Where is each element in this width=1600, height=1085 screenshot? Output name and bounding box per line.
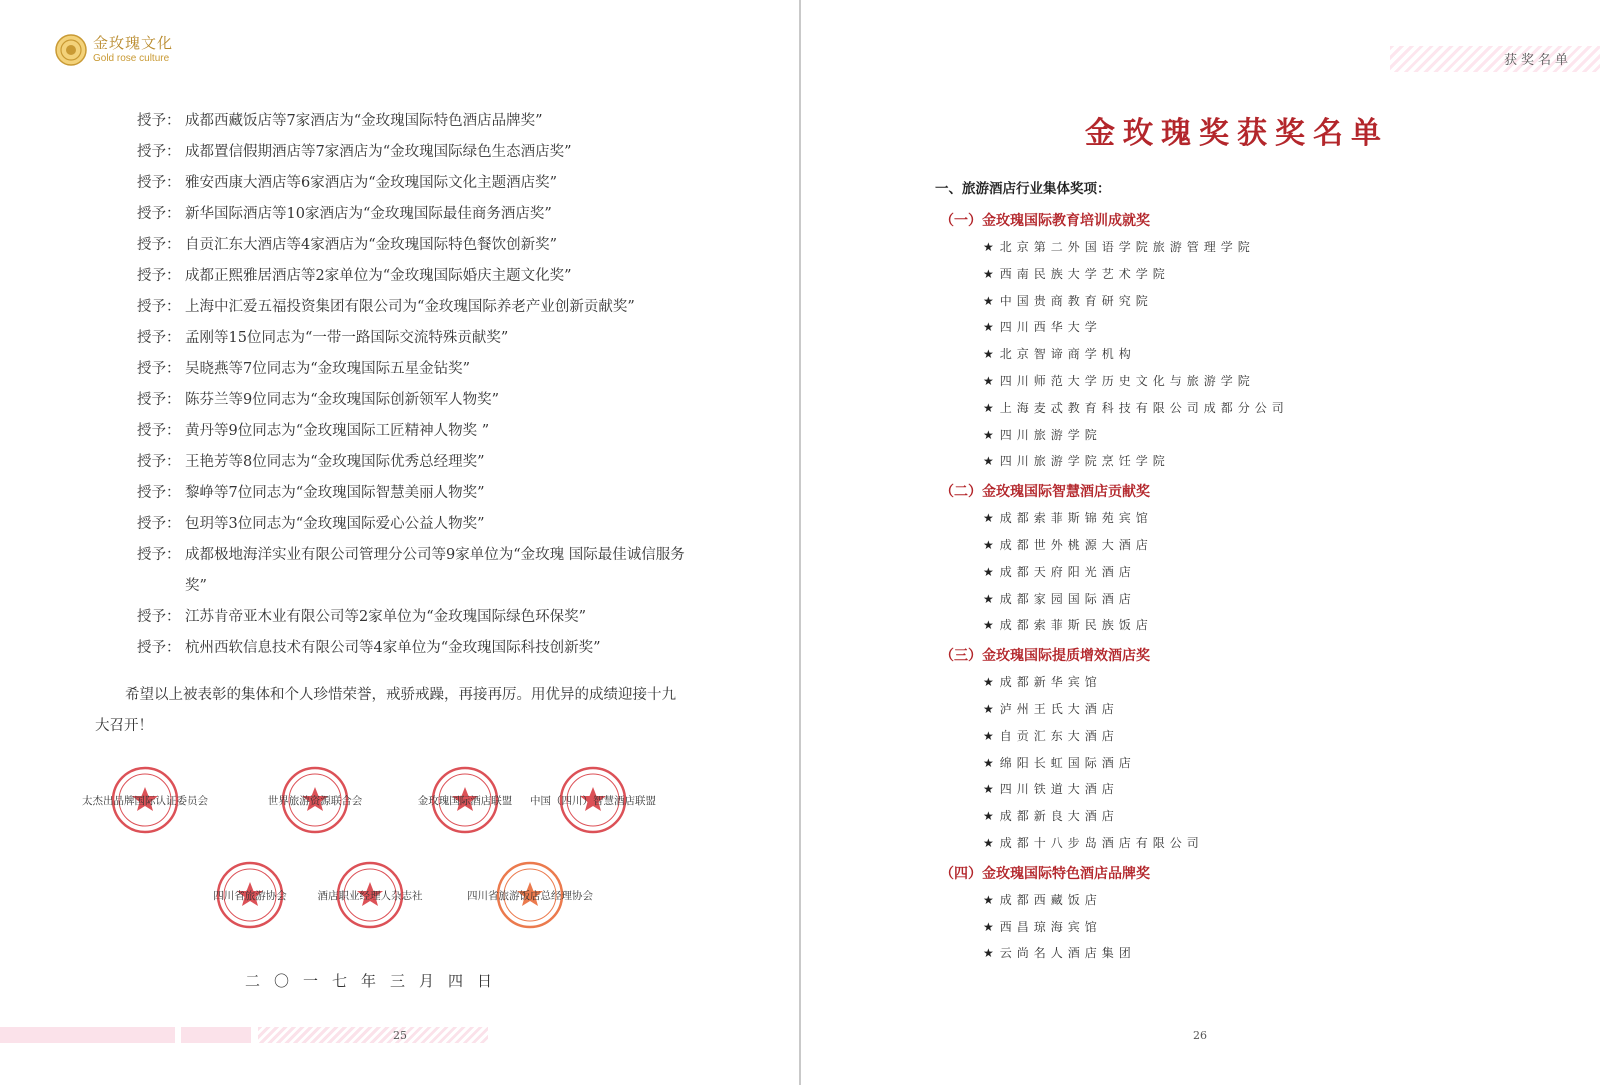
star-icon: ★ (983, 919, 994, 934)
award-text: 吴晓燕等7位同志为“金玫瑰国际五星金钻奖” (185, 361, 471, 377)
list-item-text: 成都世外桃源大酒店 (999, 538, 1153, 552)
list-item (983, 399, 1289, 416)
award-line (137, 478, 697, 509)
star-icon: ★ (983, 400, 994, 415)
star-icon: ★ (983, 892, 994, 907)
section-title: 一、旅游酒店行业集体奖项： (935, 181, 1111, 197)
list-item (983, 780, 1119, 797)
logo-name-cn: 金玫瑰文化 (93, 34, 174, 52)
award-prefix: 授予： (137, 299, 181, 315)
logo (55, 34, 173, 66)
page-title: 金玫瑰奖获奖名单 (1085, 116, 1389, 151)
award-text: 杭州西软信息技术有限公司等4家单位为“金玫瑰国际科技创新奖” (185, 640, 601, 656)
list-item-text: 西昌琼海宾馆 (999, 919, 1102, 934)
list-item (983, 590, 1136, 607)
star-icon: ★ (983, 427, 994, 442)
award-prefix: 授予： (137, 609, 181, 625)
list-item-text: 成都天府阳光酒店 (999, 564, 1136, 579)
star-icon: ★ (983, 755, 994, 770)
list-item (983, 318, 1102, 335)
seal-label: 太杰出品牌国际认证委员会 (82, 794, 208, 807)
star-icon: ★ (983, 454, 994, 469)
star-icon: ★ (983, 266, 994, 281)
list-item (983, 452, 1170, 469)
award-text: 成都极地海洋实业有限公司管理分公司等9家单位为“金玫瑰 国际最佳诚信服务奖” (185, 547, 685, 594)
rose-emblem-icon (55, 34, 87, 66)
footer-bar (258, 1027, 488, 1043)
award-line (137, 602, 697, 633)
list-item (983, 673, 1102, 690)
award-line (137, 416, 697, 447)
award-line (137, 633, 697, 664)
award-text: 黄丹等9位同志为“金玫瑰国际工匠精神人物奖 ” (185, 423, 490, 439)
seal (70, 765, 220, 835)
seal (185, 860, 315, 930)
list-item-text: 成都家园国际酒店 (999, 591, 1136, 606)
seal (240, 765, 390, 835)
list-item-text: 绵阳长虹国际酒店 (999, 755, 1136, 770)
list-item-text: 北京第二外国语学院旅游管理学院 (999, 240, 1255, 254)
award-text: 陈芬兰等9位同志为“金玫瑰国际创新领军人物奖” (185, 392, 500, 408)
award-text: 王艳芳等8位同志为“金玫瑰国际优秀总经理奖” (185, 454, 485, 470)
award-text: 雅安西康大酒店等6家酒店为“金玫瑰国际文化主题酒店奖” (185, 175, 558, 191)
award-line (137, 199, 697, 230)
footer-bar (0, 1027, 175, 1043)
list-item (983, 944, 1136, 961)
list-item-text: 成都十八步岛酒店有限公司 (999, 836, 1204, 850)
award-line (137, 323, 697, 354)
list-item (983, 292, 1153, 309)
star-icon: ★ (983, 293, 994, 308)
star-icon: ★ (983, 728, 994, 743)
award-prefix: 授予： (137, 268, 181, 284)
award-text: 上海中汇爱五福投资集团有限公司为“金玫瑰国际养老产业创新贡献奖” (185, 299, 635, 315)
seal-label: 金玫瑰国际酒店联盟 (417, 794, 513, 807)
seal (305, 860, 435, 930)
star-icon: ★ (983, 538, 994, 552)
award-line (137, 292, 697, 323)
star-icon: ★ (983, 675, 994, 690)
list-item (983, 426, 1102, 443)
list-item (983, 807, 1119, 824)
award-prefix: 授予： (137, 113, 181, 129)
award-line (137, 137, 697, 168)
award-line (137, 540, 697, 602)
star-icon: ★ (983, 347, 994, 362)
list-item (983, 834, 1204, 851)
list-item (983, 891, 1102, 908)
award-text: 新华国际酒店等10家酒店为“金玫瑰国际最佳商务酒店奖” (185, 206, 552, 222)
star-icon: ★ (983, 591, 994, 606)
page-number: 26 (1193, 1029, 1207, 1042)
award-prefix: 授予： (137, 516, 181, 532)
award-prefix: 授予： (137, 237, 181, 253)
star-icon: ★ (983, 809, 994, 824)
page-number: 25 (393, 1029, 407, 1042)
list-item (983, 238, 1255, 255)
seal-label: 四川省旅游饭店总经理协会 (467, 889, 593, 902)
list-item (983, 509, 1153, 526)
award-prefix: 授予： (137, 144, 181, 160)
list-item (983, 700, 1119, 717)
list-item (983, 616, 1153, 633)
star-icon: ★ (983, 946, 994, 961)
list-item-text: 北京智谛商学机构 (999, 347, 1136, 362)
award-line (137, 106, 697, 137)
star-icon: ★ (983, 240, 994, 254)
award-line (137, 385, 697, 416)
seal-label: 酒店职业经理人杂志社 (317, 889, 423, 902)
award-line (137, 168, 697, 199)
list-item-text: 四川师范大学历史文化与旅游学院 (999, 374, 1255, 388)
closing-paragraph: 希望以上被表彰的集体和个人珍惜荣誉，戒骄戒躁，再接再厉。用优异的成绩迎接十九大召开！ (95, 687, 676, 734)
list-item-text: 成都西藏饭店 (999, 892, 1102, 907)
list-item-text: 中国贵商教育研究院 (999, 293, 1153, 308)
category-title: （三）金玫瑰国际提质增效酒店奖 (940, 648, 1150, 665)
star-icon: ★ (983, 564, 994, 579)
award-text: 江苏肯帝亚木业有限公司等2家单位为“金玫瑰国际绿色环保奖” (185, 609, 587, 625)
list-item-text: 成都新良大酒店 (999, 809, 1119, 824)
category-title: （一）金玫瑰国际教育培训成就奖 (940, 213, 1150, 229)
seal-label: 四川省旅游协会 (213, 889, 287, 902)
list-item-text: 云尚名人酒店集团 (999, 946, 1136, 961)
star-icon: ★ (983, 782, 994, 797)
award-prefix: 授予： (137, 423, 181, 439)
list-item-text: 西南民族大学艺术学院 (999, 266, 1170, 281)
star-icon: ★ (983, 511, 994, 526)
footer-bar (181, 1027, 251, 1043)
award-line (137, 354, 697, 385)
seal (455, 860, 605, 930)
award-prefix: 授予： (137, 392, 181, 408)
award-prefix: 授予： (137, 485, 181, 501)
award-prefix: 授予： (137, 361, 181, 377)
award-text: 成都置信假期酒店等7家酒店为“金玫瑰国际绿色生态酒店奖” (185, 144, 572, 160)
award-list (137, 106, 697, 664)
list-item-text: 成都索菲斯民族饭店 (999, 618, 1153, 633)
seal (518, 765, 668, 835)
seal-label: 世界旅游资源联合会 (267, 794, 363, 807)
category-title: （四）金玫瑰国际特色酒店品牌奖 (940, 865, 1150, 882)
list-item (983, 563, 1136, 580)
star-icon: ★ (983, 374, 994, 388)
award-prefix: 授予： (137, 175, 181, 191)
award-line (137, 447, 697, 478)
list-item (983, 918, 1102, 935)
list-item (983, 754, 1136, 771)
list-item-text: 自贡汇东大酒店 (999, 728, 1119, 743)
list-item (983, 536, 1153, 553)
star-icon: ★ (983, 320, 994, 335)
award-text: 孟刚等15位同志为“一带一路国际交流特殊贡献奖” (185, 330, 509, 346)
list-item-text: 成都新华宾馆 (999, 675, 1102, 690)
list-item (983, 372, 1255, 389)
award-line (137, 261, 697, 292)
award-text: 黎峥等7位同志为“金玫瑰国际智慧美丽人物奖” (185, 485, 485, 501)
award-prefix: 授予： (137, 547, 181, 563)
award-prefix: 授予： (137, 454, 181, 470)
star-icon: ★ (983, 702, 994, 716)
issue-date: 二〇一七年三月四日 (245, 972, 507, 990)
seal-label: 中国（四川）智慧酒店联盟 (530, 794, 656, 807)
list-item-text: 泸州王氏大酒店 (999, 702, 1119, 716)
award-text: 自贡汇东大酒店等4家酒店为“金玫瑰国际特色餐饮创新奖” (185, 237, 558, 253)
list-item-text: 四川铁道大酒店 (999, 782, 1119, 797)
star-icon: ★ (983, 618, 994, 633)
award-prefix: 授予： (137, 640, 181, 656)
list-item-text: 上海麦忒教育科技有限公司成都分公司 (999, 400, 1289, 415)
award-line (137, 509, 697, 540)
logo-name-en: Gold rose culture (93, 53, 170, 64)
category-title: （二）金玫瑰国际智慧酒店贡献奖 (940, 484, 1150, 501)
left-page (0, 0, 799, 1085)
list-item-text: 四川旅游学院烹饪学院 (999, 454, 1170, 469)
award-text: 成都西藏饭店等7家酒店为“金玫瑰国际特色酒店品牌奖” (185, 113, 543, 129)
list-item (983, 345, 1136, 362)
list-item (983, 727, 1119, 744)
page-spine (799, 0, 801, 1085)
award-prefix: 授予： (137, 206, 181, 222)
list-item-text: 四川西华大学 (999, 320, 1102, 335)
award-prefix: 授予： (137, 330, 181, 346)
award-text: 成都正熙雅居酒店等2家单位为“金玫瑰国际婚庆主题文化奖” (185, 268, 572, 284)
award-line (137, 230, 697, 261)
list-item-text: 四川旅游学院 (999, 427, 1102, 442)
list-item-text: 成都索菲斯锦苑宾馆 (999, 511, 1153, 526)
award-text: 包玥等3位同志为“金玫瑰国际爱心公益人物奖” (185, 516, 485, 532)
list-item (983, 265, 1170, 282)
header-label: 获奖名单 (1503, 53, 1572, 68)
star-icon: ★ (983, 836, 994, 850)
